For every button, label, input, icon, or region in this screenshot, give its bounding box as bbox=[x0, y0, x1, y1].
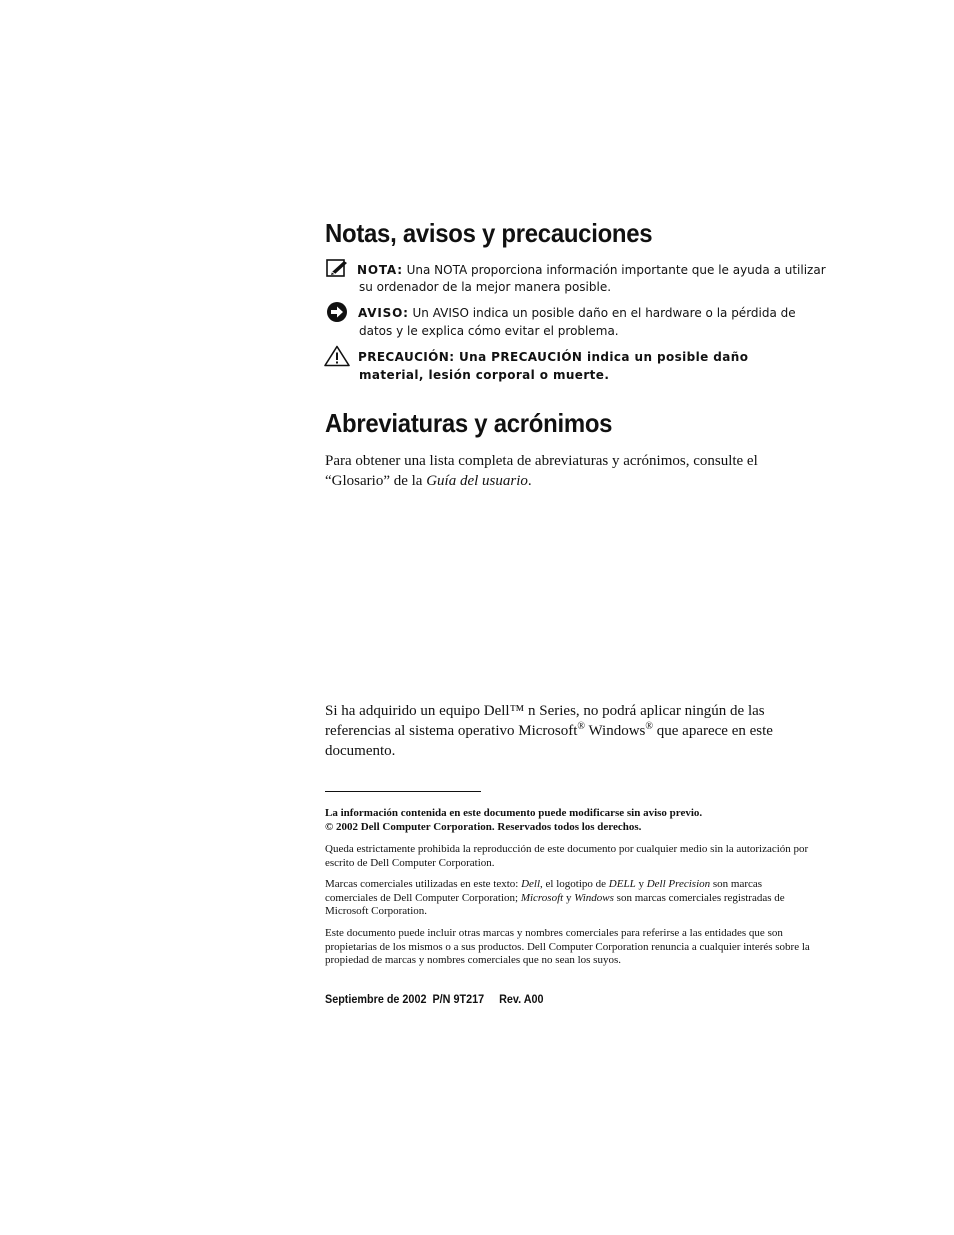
abreviaturas-paragraph-line1: Para obtener una lista completa de abreviaturas y acrónimos, consulte el bbox=[325, 453, 758, 469]
aviso-callout bbox=[358, 304, 828, 322]
arrow-circle-icon bbox=[326, 301, 348, 323]
nota-callout bbox=[357, 261, 827, 279]
footnote-divider bbox=[325, 791, 481, 792]
aviso-text: Un AVISO indica un posible daño en el hardware o la pérdida de bbox=[408, 306, 796, 320]
pencil-note-icon bbox=[326, 259, 348, 277]
part-number: P/N 9T217 bbox=[432, 992, 485, 1006]
abreviaturas-paragraph-line2: “Glosario” de la Guía del usuario. bbox=[325, 473, 532, 489]
nota-text-line2: su ordenador de la mejor manera posible. bbox=[359, 280, 612, 294]
guide-reference: Guía del usuario bbox=[426, 473, 528, 489]
section-title-abreviaturas: Abreviaturas y acrónimos bbox=[325, 408, 613, 438]
aviso-label: AVISO: bbox=[358, 306, 409, 320]
legal-paragraph-reproduction: Queda estrictamente prohibida la reproducción de este documento por cualquier medio sin la autorización por escrito de Dell Computer Corporation. bbox=[325, 843, 809, 869]
nseries-paragraph-line1: Si ha adquirido un equipo Dell™ n Series, no podrá aplicar ningún de las bbox=[325, 703, 765, 719]
section-title-notas: Notas, avisos y precauciones bbox=[325, 218, 653, 248]
nota-label: NOTA: bbox=[357, 263, 403, 277]
nseries-paragraph-line3: documento. bbox=[325, 743, 396, 759]
warning-triangle-icon bbox=[324, 345, 350, 367]
legal-notice: La información contenida en este documento puede modificarse sin aviso previo. bbox=[325, 807, 703, 819]
legal-bold-block bbox=[325, 807, 815, 834]
publication-date: Septiembre de 2002 bbox=[325, 992, 427, 1006]
revision: Rev. A00 bbox=[499, 992, 544, 1006]
legal-paragraph-other-marks: Este documento puede incluir otras marcas y nombres comerciales para referirse a las entidades que son propietarias de los mismos o a sus productos. Dell Computer Corporation renuncia a cualquier interés sobre la propiedad de marcas y nombres comerciales que no sean los suyos. bbox=[325, 927, 810, 966]
precaucion-text-line1: PRECAUCIÓN: Una PRECAUCIÓN indica un posible daño bbox=[358, 350, 749, 364]
nseries-paragraph-line2: referencias al sistema operativo Microsoft® Windows® que aparece en este bbox=[325, 721, 773, 739]
copyright-notice: © 2002 Dell Computer Corporation. Reservados todos los derechos. bbox=[325, 820, 642, 833]
aviso-text-line2: datos y le explica cómo evitar el problema. bbox=[359, 324, 619, 338]
precaucion-text-line2: material, lesión corporal o muerte. bbox=[359, 368, 610, 382]
nota-text: Una NOTA proporciona información importante que le ayuda a utilizar bbox=[402, 263, 826, 277]
legal-paragraph-trademarks: Marcas comerciales utilizadas en este texto: Dell, el logotipo de DELL y Dell Precision son marcas comerciales de Dell Computer Corporation; Microsoft y Windows son marcas comerciales registradas de Microsoft Corporation. bbox=[325, 878, 785, 917]
publication-footer bbox=[325, 992, 544, 1006]
